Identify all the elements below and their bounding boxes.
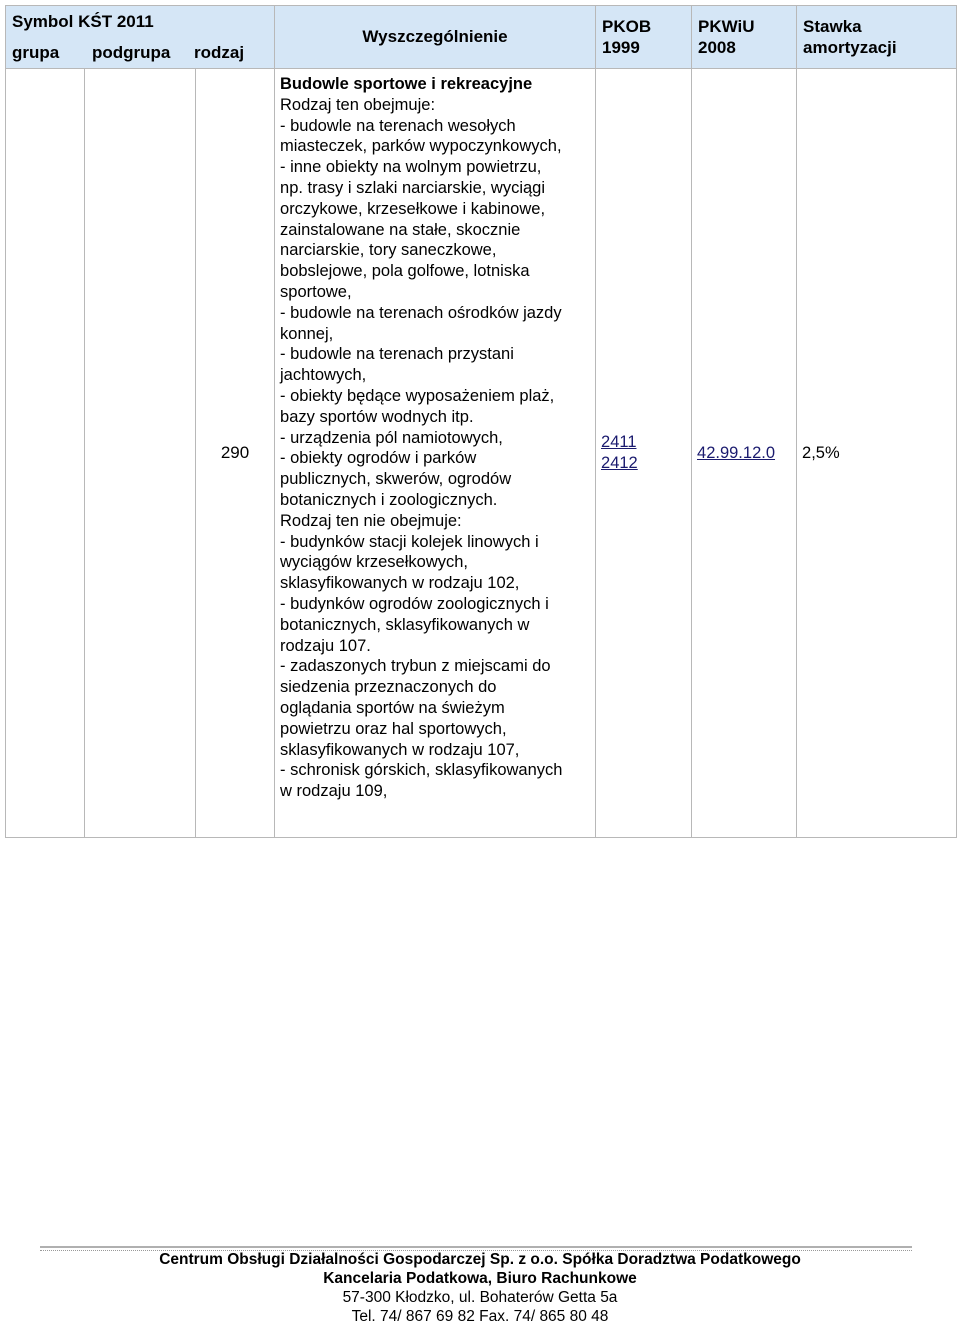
col-header-pkob [596,6,692,69]
pkob-code-link[interactable]: 2411 [601,433,637,451]
table-row [6,69,957,838]
description-text [280,95,591,802]
description-line: jachtowych, [280,366,367,385]
description-line: - obiekty będące wyposażeniem plaż, [280,386,555,405]
col-header-podgrupa: podgrupa [92,43,171,62]
description-line: bazy sportów wodnych itp. [280,407,474,426]
footer-address: 57-300 Kłodzko, ul. Bohaterów Getta 5a [342,1289,618,1306]
cell-rodzaj [196,69,275,838]
description-line: publicznych, skwerów, ogrodów [280,470,512,489]
description-line: miasteczek, parków wypoczynkowych, [280,137,562,156]
cell-description [275,69,596,838]
footer-divider [40,1246,912,1248]
description-line: powietrzu oraz hal sportowych, [280,719,507,738]
description-line: - budynków ogrodów zoologicznych i [280,594,549,613]
pkwiu-code-link[interactable]: 42.99.12.0 [697,443,776,462]
description-line: - zadaszonych trybun z miejscami do [280,657,551,676]
cell-podgrupa [85,69,196,838]
description-line: - budowle na terenach wesołych [280,116,516,135]
description-line: w rodzaju 109, [280,782,388,801]
depreciation-rate: 2,5% [802,443,840,462]
pkob-label: PKOB [602,17,652,36]
description-line: - inne obiekty na wolnym powietrzu, [280,158,542,177]
col-header-pkwiu [692,6,797,69]
symbol-kst-header [6,6,275,69]
col-header-rodzaj: rodzaj [194,43,245,62]
symbol-kst-title: Symbol KŚT 2011 [12,12,154,31]
rodzaj-code: 290 [220,443,250,462]
description-line: wyciągów krzesełkowych, [280,553,468,572]
footer-phone: Tel. 74/ 867 69 82 Fax. 74/ 865 80 48 [351,1308,609,1325]
description-line: zainstalowane na stałe, skocznie [280,220,521,239]
description-line: sklasyfikowanych w rodzaju 107, [280,740,520,759]
description-line: Rodzaj ten obejmuje: [280,95,436,114]
pkob-year: 1999 [602,38,640,57]
cell-grupa [6,69,85,838]
col-header-grupa: grupa [12,43,60,62]
description-line: Rodzaj ten nie obejmuje: [280,511,462,530]
cell-stawka [797,69,957,838]
description-line: narciarskie, tory saneczkowe, [280,241,497,260]
description-line: - obiekty ogrodów i parków [280,449,477,468]
description-line: - budowle na terenach ośrodków jazdy [280,303,562,322]
description-line: np. trasy i szlaki narciarskie, wyciągi [280,178,546,197]
description-line: orczykowe, krzesełkowe i kabinowe, [280,199,546,218]
description-line: rodzaju 107. [280,636,371,655]
stawka-label: Stawka [803,17,862,36]
description-line: - schronisk górskich, sklasyfikowanych [280,761,563,780]
col-header-stawka [797,6,957,69]
table-header-row [6,6,957,69]
pkob-code-link[interactable]: 2412 [601,454,638,472]
description-line: bobslejowe, pola golfowe, lotniska [280,262,530,281]
stawka-sublabel: amortyzacji [803,38,897,57]
description-line: siedzenia przeznaczonych do [280,678,497,697]
description-line: sklasyfikowanych w rodzaju 102, [280,574,520,593]
footer-company: Centrum Obsługi Działalności Gospodarczej Sp. z o.o. Spółka Doradztwa Podatkowego [159,1251,801,1268]
description-line: - urządzenia pól namiotowych, [280,428,503,447]
description-line: sportowe, [280,282,352,301]
col-header-wyszczegolnienie [275,6,596,69]
description-line: - budynków stacji kolejek linowych i [280,532,539,551]
cell-pkwiu [692,69,797,838]
description-line: botanicznych, sklasyfikowanych w [280,615,530,634]
pkwiu-label: PKWiU [698,17,755,36]
footer-office: Kancelaria Podatkowa, Biuro Rachunkowe [323,1270,637,1287]
description-line: konnej, [280,324,334,343]
footer [0,1250,960,1326]
description-line: - budowle na terenach przystani [280,345,514,364]
wyszczegolnienie-label: Wyszczególnienie [362,27,508,46]
cell-pkob [596,69,692,838]
classification-table [5,5,957,838]
pkwiu-year: 2008 [698,38,736,57]
description-line: oglądania sportów na świeżym [280,698,505,717]
description-line: botanicznych i zoologicznych. [280,490,498,509]
category-title: Budowle sportowe i rekreacyjne [280,75,533,93]
